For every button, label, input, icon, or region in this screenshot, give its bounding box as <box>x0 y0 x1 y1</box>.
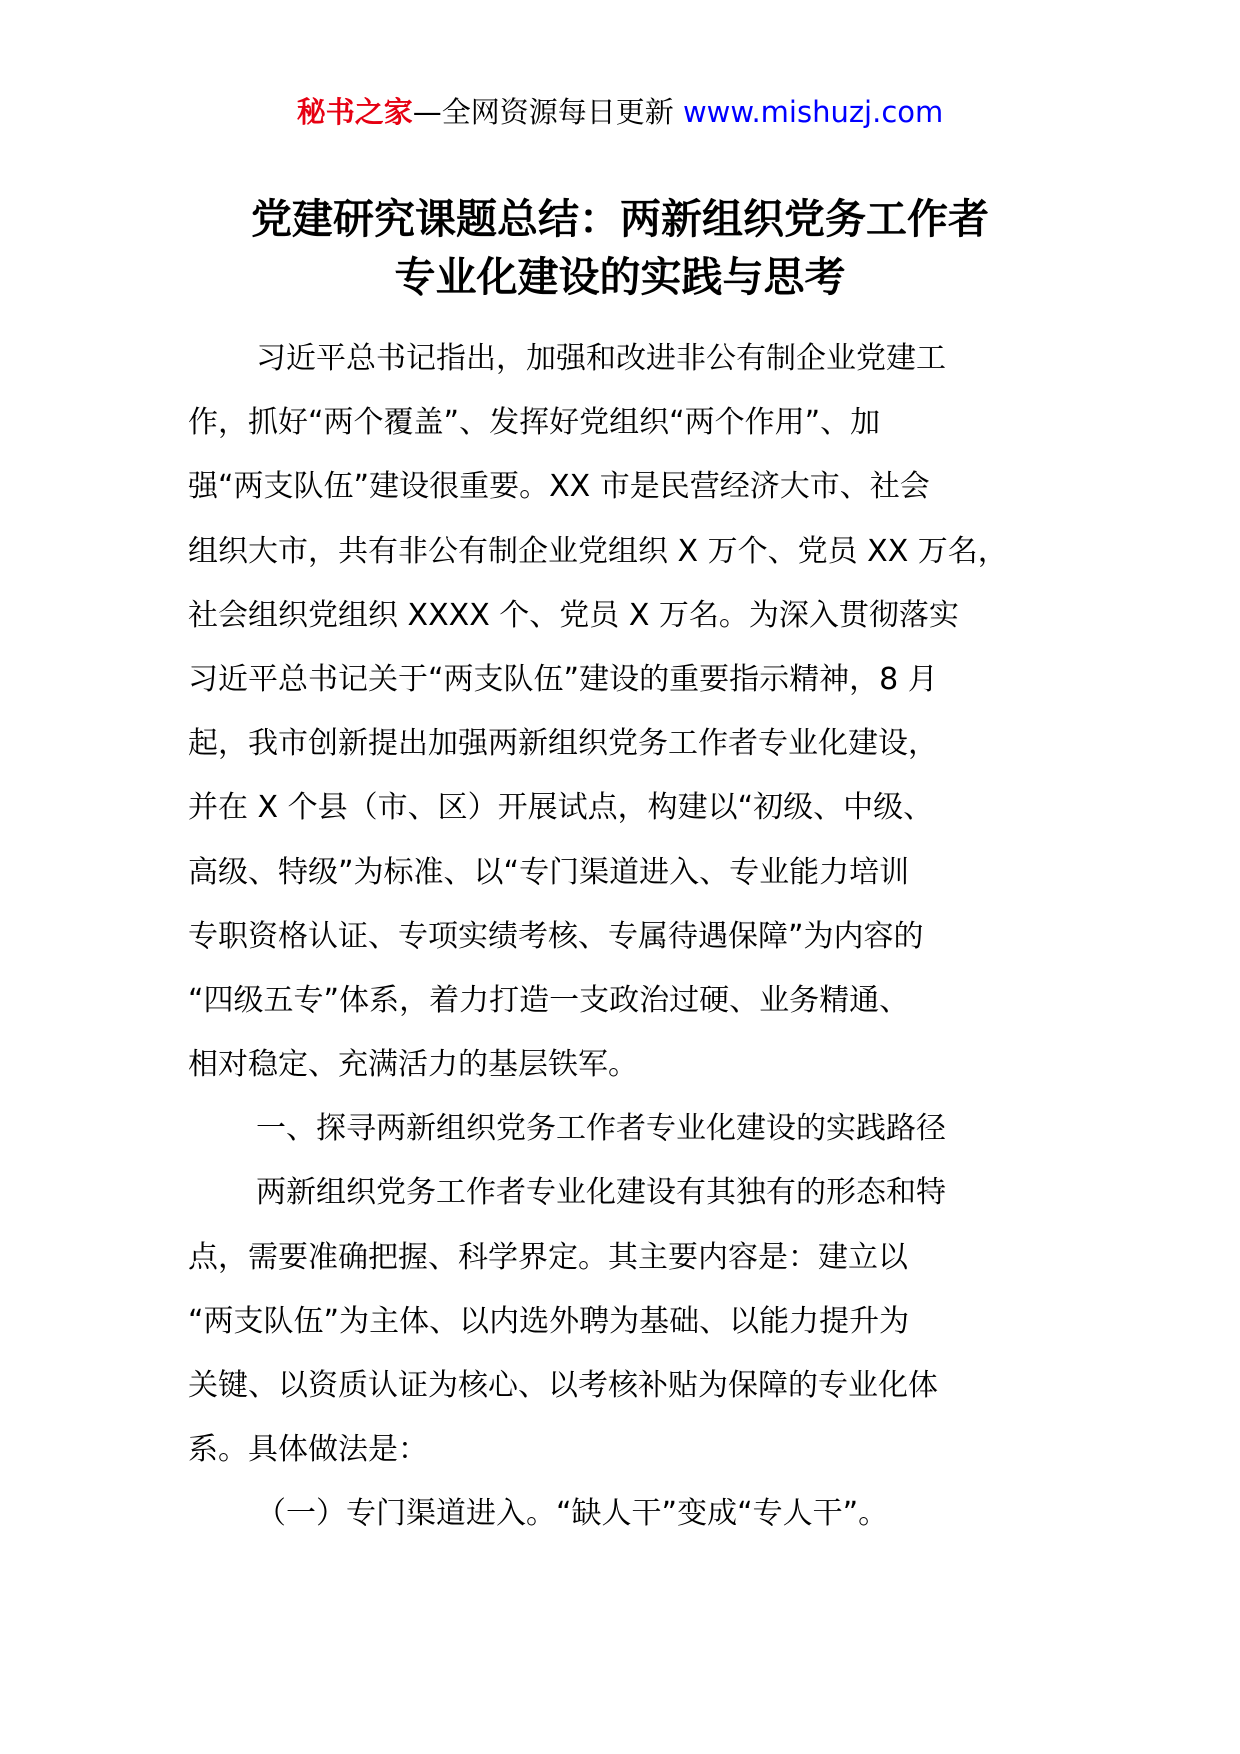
body-line: 高级、特级”为标准、以“专门渠道进入、专业能力培训 <box>188 854 910 890</box>
document-title <box>0 190 1240 306</box>
site-header <box>0 92 1240 132</box>
body-line: 作，抓好“两个覆盖”、发挥好党组织“两个作用”、加 <box>188 405 881 441</box>
brand-name: 秘书之家 <box>296 95 413 129</box>
body-line: 两新组织党务工作者专业化建设有其独有的形态和特 <box>256 1175 946 1211</box>
title-line: 专业化建设的实践与思考 <box>394 253 846 301</box>
body-line: 习近平总书记关于“两支队伍”建设的重要指示精神，8 月 <box>188 661 938 697</box>
body-line: 组织大市，共有非公有制企业党组织 X 万个、党员 XX 万名， <box>188 533 1008 569</box>
subsection-heading: （一）专门渠道进入。“缺人干”变成“专人干”。 <box>256 1496 889 1532</box>
body-line: 相对稳定、充满活力的基层铁军。 <box>188 1047 638 1083</box>
section-heading: 一、探寻两新组织党务工作者专业化建设的实践路径 <box>256 1111 946 1147</box>
body-line: 起，我市创新提出加强两新组织党务工作者专业化建设， <box>188 726 938 762</box>
site-url-link[interactable]: www.mishuzj.com <box>682 95 944 129</box>
body-line: 习近平总书记指出，加强和改进非公有制企业党建工 <box>256 341 946 376</box>
brand-slogan: —全网资源每日更新 <box>412 95 683 129</box>
body-line: 专职资格认证、专项实绩考核、专属待遇保障”为内容的 <box>188 918 924 954</box>
body-line: 强“两支队伍”建设很重要。XX 市是民营经济大市、社会 <box>188 469 930 505</box>
title-line: 党建研究课题总结：两新组织党务工作者 <box>251 195 989 243</box>
body-line: 社会组织党组织 XXXX 个、党员 X 万名。为深入贯彻落实 <box>188 597 959 633</box>
document-body <box>188 340 1050 1560</box>
body-line: 点，需要准确把握、科学界定。其主要内容是：建立以 <box>188 1239 908 1275</box>
body-line: 关键、以资质认证为核心、以考核补贴为保障的专业化体 <box>188 1368 938 1403</box>
body-line: “两支队伍”为主体、以内选外聘为基础、以能力提升为 <box>188 1303 910 1339</box>
body-line: 并在 X 个县（市、区）开展试点，构建以“初级、中级、 <box>188 790 934 826</box>
body-line: 系。具体做法是： <box>188 1432 428 1468</box>
body-line: “四级五专”体系，着力打造一支政治过硬、业务精通、 <box>188 982 910 1018</box>
